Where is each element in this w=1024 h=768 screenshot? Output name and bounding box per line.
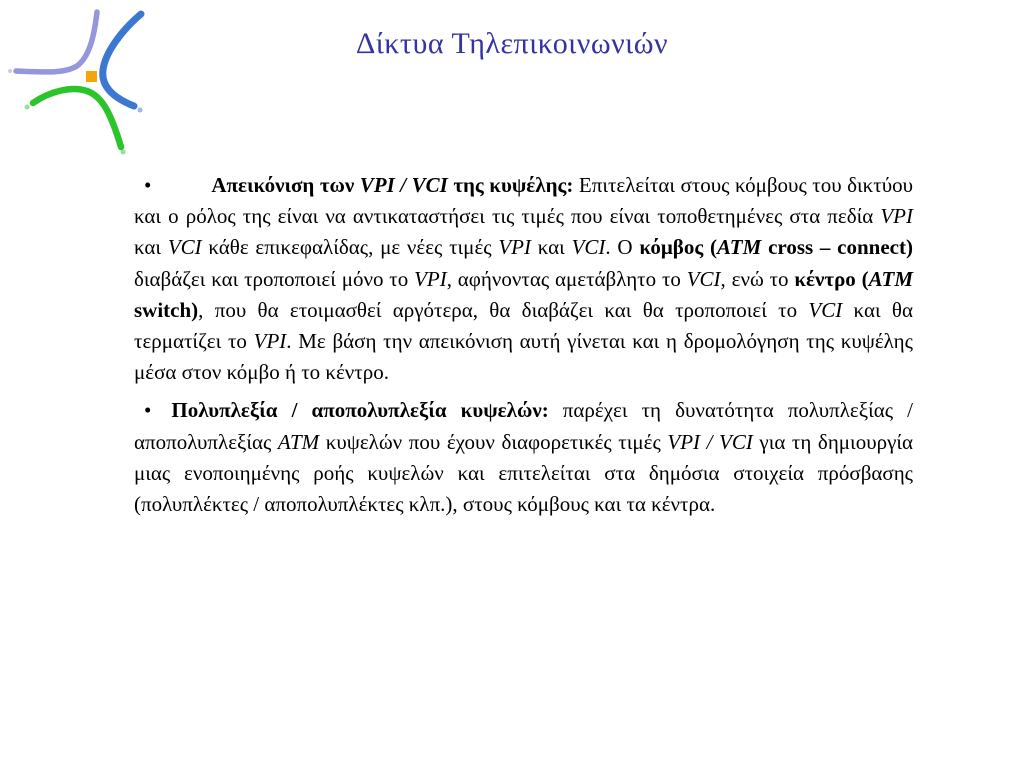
text-segment: διαβάζει και τροποποιεί μόνο το — [134, 266, 415, 291]
text-segment: και θα τερματίζει το — [134, 297, 913, 354]
text-segment: VPI / VCI — [667, 429, 753, 454]
text-segment: , ενώ το — [720, 266, 795, 291]
logo-dot-green-start — [25, 105, 30, 110]
bullet-paragraph — [134, 395, 913, 520]
text-segment: Απεικόνιση των — [211, 173, 360, 197]
logo-orange-square — [86, 71, 97, 82]
text-segment: cross – connect) — [761, 235, 913, 260]
text-segment: Επιτελείται στους κόμβους του δικτύου και ο ρόλος της είναι να αντικαταστήσει τις τιμές που είναι τοποθετημένες στα πεδία — [134, 173, 913, 229]
text-segment: , αφήνοντας αμετάβλητο το — [446, 266, 687, 291]
bullet-paragraph — [134, 170, 913, 388]
text-segment: VCI — [808, 297, 843, 322]
text-segment: ATM — [716, 235, 762, 260]
text-segment: VCI — [686, 266, 721, 291]
logo-dot-blue — [138, 108, 143, 113]
text-segment: και — [531, 235, 572, 260]
text-segment: VPI — [498, 235, 531, 260]
text-segment: παρέχει τη δυνατότητα πολυπλεξίας / αποπολυπλεξίας — [134, 398, 913, 454]
text-segment: . Ο — [605, 235, 640, 260]
text-segment: , που θα ετοιμασθεί αργότερα, θα διαβάζει και θα τροποποιεί το — [198, 297, 809, 322]
text-segment: για τη δημιουργία μιας ενοποιημένης ροής κυψελών και επιτελείται στα δημόσια στοιχεία πρόσβασης (πολυπλέκτες / αποπολυπλέκτες κλπ.), στους κόμβους και τα κέντρα. — [134, 429, 914, 517]
logo-dot-periwinkle — [8, 69, 12, 73]
text-segment: VPI — [253, 329, 287, 354]
text-segment: κέντρο ( — [794, 266, 869, 291]
slide-title: Δίκτυα Τηλεπικοινωνιών — [355, 27, 669, 60]
text-segment: VPI / VCI — [359, 173, 448, 197]
text-segment: κόμβος ( — [639, 235, 717, 260]
text-segment: Πολυπλεξία / αποπολυπλεξία κυψελών: — [171, 398, 549, 423]
text-segment: ATM — [277, 429, 320, 454]
text-segment: switch) — [134, 297, 199, 322]
text-segment: και — [134, 235, 168, 260]
text-segment: VCI — [571, 235, 606, 260]
text-segment: κυψελών που έχουν διαφορετικές τιμές — [319, 429, 668, 454]
text-segment: ATM — [868, 266, 913, 291]
text-segment: VCI — [167, 235, 202, 260]
text-segment: . Με βάση την απεικόνιση αυτή γίνεται και η δρομολόγηση της κυψέλης μέσα στον κόμβο ή το κέντρο. — [134, 329, 913, 385]
text-segment: VPI — [880, 204, 913, 229]
slide-body — [134, 170, 913, 520]
text-segment: της κυψέλης: — [447, 173, 574, 197]
logo-curve-green — [33, 89, 121, 147]
logo-dot-green-end — [121, 150, 126, 155]
text-segment: VPI — [414, 266, 447, 291]
text-segment: κάθε επικεφαλίδας, με νέες τιμές — [201, 235, 499, 260]
bullet-icon: • — [144, 173, 152, 197]
bullet-icon: • — [144, 398, 152, 423]
